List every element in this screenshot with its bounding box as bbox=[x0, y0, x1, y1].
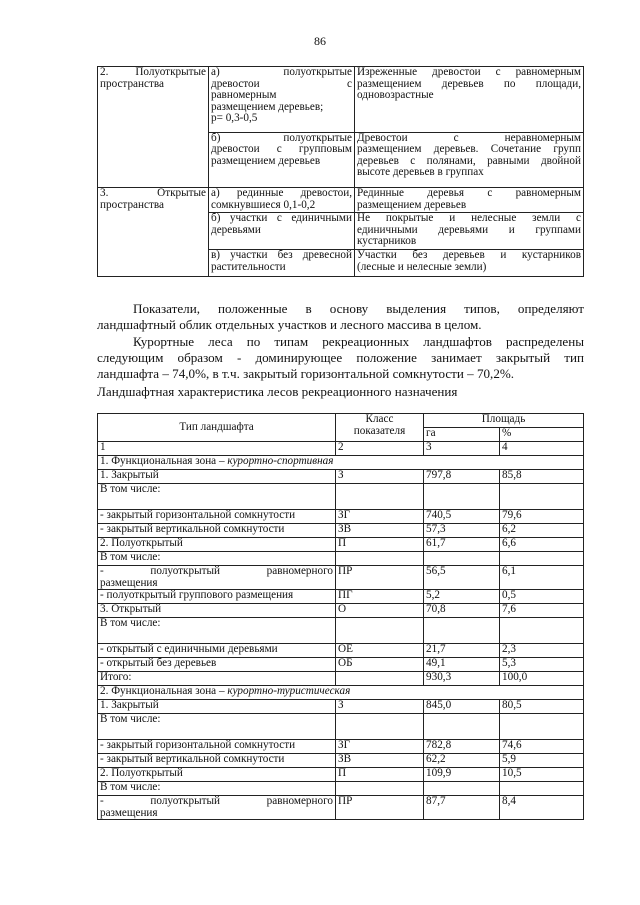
pct-cell: 85,8 bbox=[500, 470, 584, 484]
description-cell: Не покрытые и нелесные земли с единичными деревьями и группами кустарников bbox=[355, 213, 584, 250]
numbering-row bbox=[98, 442, 584, 456]
table-row bbox=[98, 590, 584, 604]
header-row bbox=[98, 414, 584, 428]
type-cell: 2. Полуоткрытые пространства bbox=[98, 67, 209, 188]
description-cell: Древостои с неравномерным размещением деревьев. Сочетание групп деревьев с полянами, равными двойной высоте деревьев в группах bbox=[355, 132, 584, 187]
table-row bbox=[98, 188, 584, 213]
table-row bbox=[98, 672, 584, 686]
ha-cell bbox=[424, 782, 500, 796]
pct-cell: 0,5 bbox=[500, 590, 584, 604]
pct-cell: 100,0 bbox=[500, 672, 584, 686]
class-cell: ПГ bbox=[336, 590, 424, 604]
pct-cell: 7,6 bbox=[500, 604, 584, 618]
ha-cell: 49,1 bbox=[424, 658, 500, 672]
ha-cell: 62,2 bbox=[424, 754, 500, 768]
pct-cell bbox=[500, 618, 584, 644]
type-cell: - полуоткрытый группового размещения bbox=[98, 590, 336, 604]
pct-cell: 8,4 bbox=[500, 796, 584, 820]
ha-cell: 109,9 bbox=[424, 768, 500, 782]
pct-cell: 6,1 bbox=[500, 566, 584, 590]
ha-cell: 845,0 bbox=[424, 700, 500, 714]
ha-cell bbox=[424, 714, 500, 740]
pct-cell: 2,3 bbox=[500, 644, 584, 658]
ha-cell: 87,7 bbox=[424, 796, 500, 820]
ha-cell bbox=[424, 618, 500, 644]
ha-cell: 21,7 bbox=[424, 644, 500, 658]
pct-cell: 5,9 bbox=[500, 754, 584, 768]
pct-cell: 79,6 bbox=[500, 510, 584, 524]
pct-cell: 5,3 bbox=[500, 658, 584, 672]
table-row bbox=[98, 754, 584, 768]
type-cell: 1. Закрытый bbox=[98, 700, 336, 714]
class-cell: З bbox=[336, 470, 424, 484]
type-cell: Итого: bbox=[98, 672, 336, 686]
subtype-cell: б) участки с единичными деревьями bbox=[209, 213, 355, 250]
class-cell: О bbox=[336, 604, 424, 618]
table-row bbox=[98, 796, 584, 820]
number-cell: 3 bbox=[424, 442, 500, 456]
type-cell: - полуоткрытый равномерного размещения bbox=[98, 566, 336, 590]
zone-row bbox=[98, 686, 584, 700]
class-cell: ЗГ bbox=[336, 510, 424, 524]
subtype-cell: а) рединные древостои, сомкнувшиеся 0,1-0,2 bbox=[209, 188, 355, 213]
zone-label: 1. Функциональная зона – курортно-спортивная bbox=[98, 456, 584, 470]
pct-cell: 6,2 bbox=[500, 524, 584, 538]
type-cell: В том числе: bbox=[98, 552, 336, 566]
table-row bbox=[98, 566, 584, 590]
class-cell: З bbox=[336, 700, 424, 714]
description-cell: Изреженные древостои с равномерным размещением деревьев по площади, одновозрастные bbox=[355, 67, 584, 133]
table-row bbox=[98, 658, 584, 672]
type-cell: - закрытый вертикальной сомкнутости bbox=[98, 524, 336, 538]
class-cell: ПР bbox=[336, 566, 424, 590]
class-cell: П bbox=[336, 768, 424, 782]
class-cell bbox=[336, 672, 424, 686]
header-class: Класс показателя bbox=[336, 414, 424, 442]
ha-cell bbox=[424, 552, 500, 566]
paragraph-1: Показатели, положенные в основу выделения типов, определяют ландшафтный облик отдельных участков и лесного массива в целом. bbox=[97, 301, 584, 332]
class-cell bbox=[336, 714, 424, 740]
ha-cell: 782,8 bbox=[424, 740, 500, 754]
number-cell: 2 bbox=[336, 442, 424, 456]
class-cell bbox=[336, 552, 424, 566]
table-row bbox=[98, 67, 584, 133]
pct-cell: 6,6 bbox=[500, 538, 584, 552]
ha-cell: 930,3 bbox=[424, 672, 500, 686]
type-cell: В том числе: bbox=[98, 714, 336, 740]
type-cell: В том числе: bbox=[98, 618, 336, 644]
table-row bbox=[98, 700, 584, 714]
class-cell: ОЕ bbox=[336, 644, 424, 658]
description-cell: Участки без деревьев и кустарников (лесные и нелесные земли) bbox=[355, 250, 584, 277]
type-cell: - закрытый вертикальной сомкнутости bbox=[98, 754, 336, 768]
class-cell: ОБ bbox=[336, 658, 424, 672]
type-cell: 2. Полуоткрытый bbox=[98, 768, 336, 782]
ha-cell: 56,5 bbox=[424, 566, 500, 590]
zone2-rows bbox=[98, 700, 584, 796]
number-cell: 4 bbox=[500, 442, 584, 456]
type-cell: В том числе: bbox=[98, 484, 336, 510]
zone-label: 2. Функциональная зона – курортно-туристическая bbox=[98, 686, 584, 700]
type-cell: 3. Открытый bbox=[98, 604, 336, 618]
subtype-cell: в) участки без древесной растительности bbox=[209, 250, 355, 277]
class-cell: ЗГ bbox=[336, 740, 424, 754]
header-area: Площадь bbox=[424, 414, 584, 428]
subtype-cell: б) полуоткрытые древостои с групповым размещением деревьев bbox=[209, 132, 355, 187]
type-cell: - закрытый горизонтальной сомкнутости bbox=[98, 740, 336, 754]
header-pct: % bbox=[500, 428, 584, 442]
description-cell: Рединные деревья с равномерным размещением деревьев bbox=[355, 188, 584, 213]
type-cell: 2. Полуоткрытый bbox=[98, 538, 336, 552]
class-cell bbox=[336, 484, 424, 510]
table-row bbox=[98, 538, 584, 552]
type-cell: 1. Закрытый bbox=[98, 470, 336, 484]
number-cell: 1 bbox=[98, 442, 336, 456]
table-row bbox=[98, 510, 584, 524]
table-caption: Ландшафтная характеристика лесов рекреационного назначения bbox=[97, 384, 458, 399]
table-row bbox=[98, 740, 584, 754]
type-cell: В том числе: bbox=[98, 782, 336, 796]
table-row bbox=[98, 714, 584, 740]
pct-cell: 80,5 bbox=[500, 700, 584, 714]
subtype-cell: а) полуоткрытые древостои с равномерным размещением деревьев; р= 0,3-0,5 bbox=[209, 67, 355, 133]
pct-cell bbox=[500, 484, 584, 510]
pct-cell: 10,5 bbox=[500, 768, 584, 782]
class-cell: П bbox=[336, 538, 424, 552]
type-cell: - закрытый горизонтальной сомкнутости bbox=[98, 510, 336, 524]
type-cell: 3. Открытые пространства bbox=[98, 188, 209, 277]
ha-cell: 61,7 bbox=[424, 538, 500, 552]
ha-cell: 57,3 bbox=[424, 524, 500, 538]
table-row bbox=[98, 604, 584, 618]
ha-cell bbox=[424, 484, 500, 510]
class-cell bbox=[336, 618, 424, 644]
table-row bbox=[98, 552, 584, 566]
ha-cell: 70,8 bbox=[424, 604, 500, 618]
header-type: Тип ландшафта bbox=[98, 414, 336, 442]
zone1-rows-a bbox=[98, 470, 584, 566]
type-cell: - открытый с единичными деревьями bbox=[98, 644, 336, 658]
page-number: 86 bbox=[314, 34, 326, 48]
table-row bbox=[98, 644, 584, 658]
ha-cell: 797,8 bbox=[424, 470, 500, 484]
class-cell bbox=[336, 782, 424, 796]
header-ha: га bbox=[424, 428, 500, 442]
pct-cell: 74,6 bbox=[500, 740, 584, 754]
table-row bbox=[98, 782, 584, 796]
table-row bbox=[98, 484, 584, 510]
landscape-characteristics-table bbox=[97, 413, 584, 820]
zone-row bbox=[98, 456, 584, 470]
class-cell: ЗВ bbox=[336, 754, 424, 768]
paragraph-2: Курортные леса по типам рекреационных ландшафтов распределены следующим образом - доминирующее положение занимает закрытый тип ландшафта – 74,0%, в т.ч. закрытый горизонтальной сомкнутости – 70,2%. bbox=[97, 334, 584, 381]
pct-cell bbox=[500, 714, 584, 740]
class-cell: ПР bbox=[336, 796, 424, 820]
pct-cell bbox=[500, 552, 584, 566]
class-cell: ЗВ bbox=[336, 524, 424, 538]
pct-cell bbox=[500, 782, 584, 796]
type-cell: - открытый без деревьев bbox=[98, 658, 336, 672]
table-row bbox=[98, 618, 584, 644]
zone1-rows-b bbox=[98, 590, 584, 686]
ha-cell: 740,5 bbox=[424, 510, 500, 524]
table-row bbox=[98, 470, 584, 484]
landscape-types-table bbox=[97, 66, 584, 277]
ha-cell: 5,2 bbox=[424, 590, 500, 604]
type-cell: - полуоткрытый равномерного размещения bbox=[98, 796, 336, 820]
table-row bbox=[98, 768, 584, 782]
table-row bbox=[98, 524, 584, 538]
